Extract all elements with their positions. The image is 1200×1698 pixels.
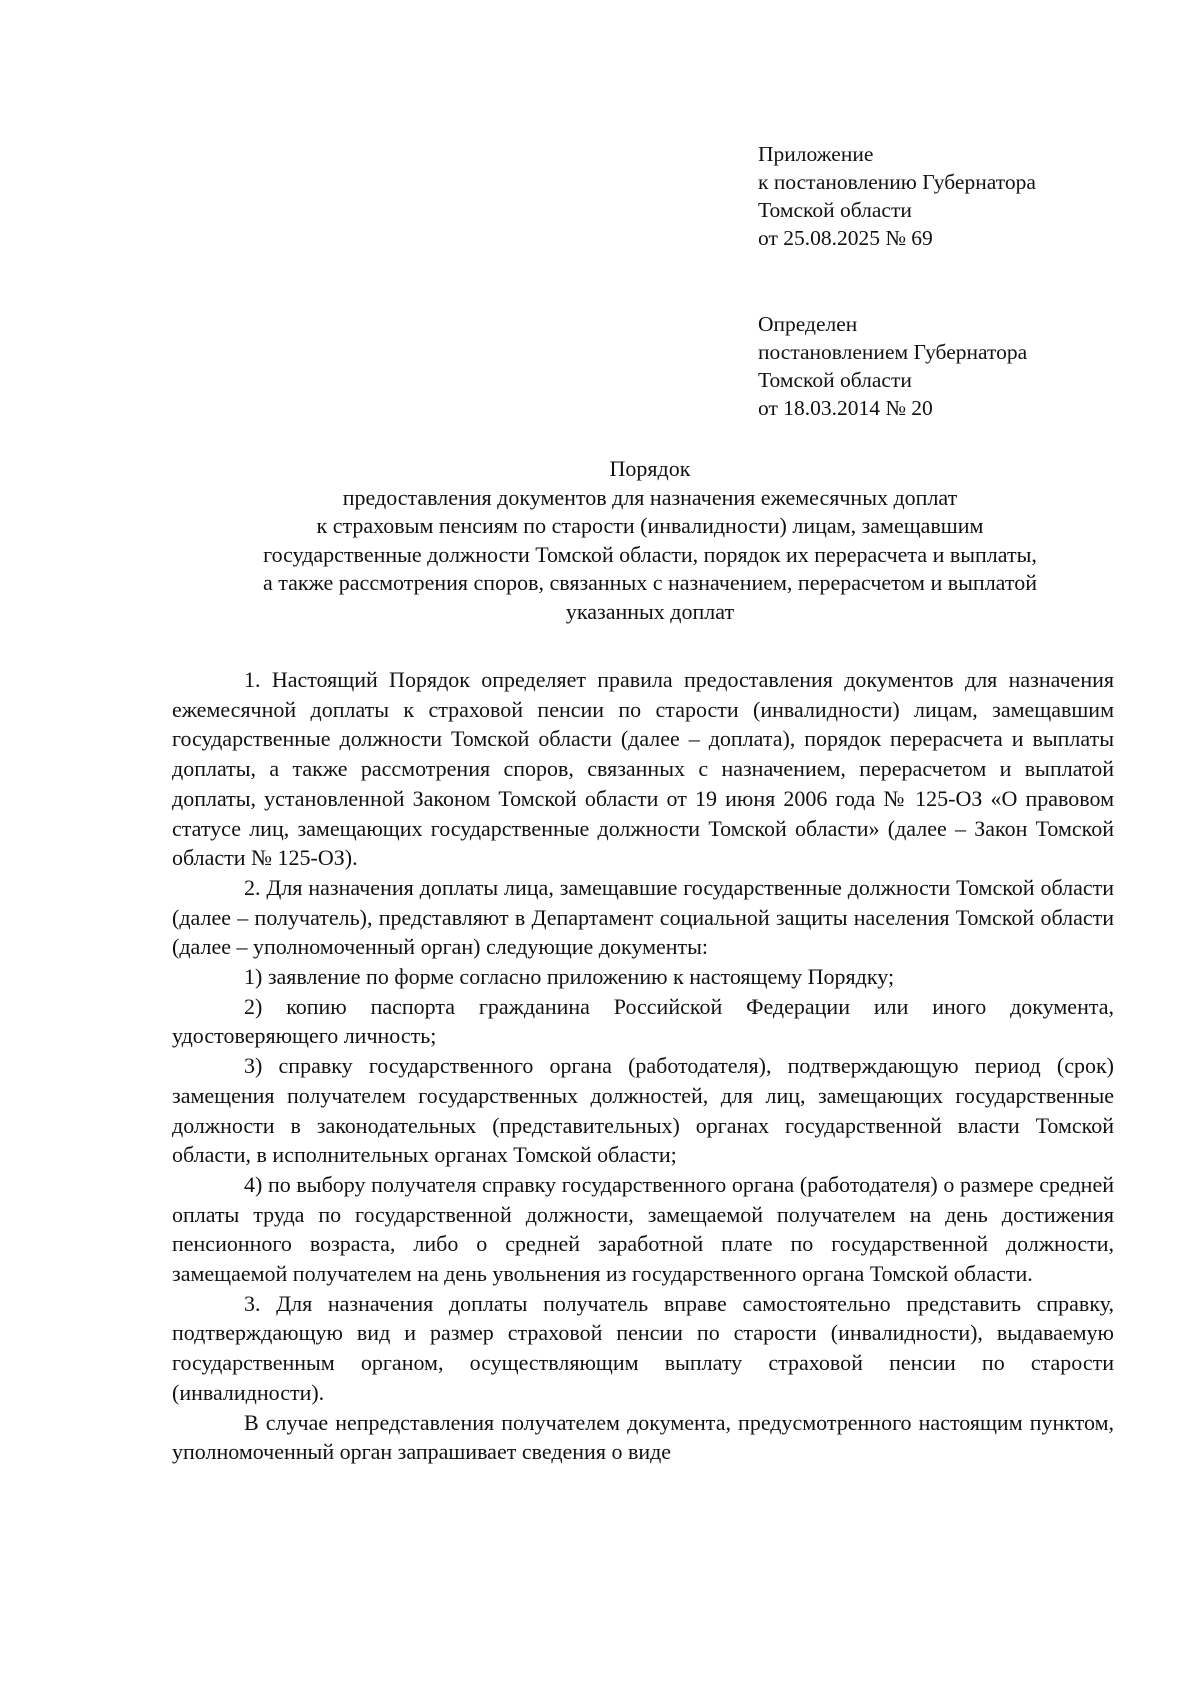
paragraph-1: 1. Настоящий Порядок определяет правила предоставления документов для назначения ежемесячной доплаты к страховой пенсии по старости (инвалидности) лицам, замещавшим государственные должности Томской области (далее – доплата), порядок перерасчета и выплаты доплаты, а также рассмотрения споров, связанных с назначением, перерасчетом и выплатой доплаты, установленной Законом Томской области от 19 июня 2006 года № 125-ОЗ «О правовом статусе лиц, замещающих государственные должности Томской области» (далее – Закон Томской области № 125-ОЗ). [172, 667, 1114, 871]
appendix-line: от 25.08.2025 № 69 [758, 226, 933, 250]
list-item-3: 3) справку государственного органа (работодателя), подтверждающую период (срок) замещения получателем государственных должностей, для лиц, замещающих государственные должности в законодательных (представительных) органах государственной власти Томской области, в исполнительных органах Томской области; [172, 1053, 1114, 1168]
appendix-line: к постановлению Губернатора [758, 170, 1036, 194]
defined-line: постановлением Губернатора [758, 340, 1028, 364]
document-title [160, 455, 1140, 626]
title-line: а также рассмотрения споров, связанных с назначением, перерасчетом и выплатой [263, 570, 1037, 595]
appendix-header [758, 140, 1036, 252]
paragraph-4: В случае непредставления получателем документа, предусмотренного настоящим пунктом, уполномоченный орган запрашивает сведения о виде [172, 1409, 1114, 1465]
appendix-line: Томской области [758, 198, 912, 222]
title-line: указанных доплат [565, 598, 735, 624]
defined-line: Определен [758, 312, 858, 336]
defined-header [758, 310, 1027, 422]
paragraph-3: 3. Для назначения доплаты получатель вправе самостоятельно представить справку, подтверждающую вид и размер страховой пенсии по старости (инвалидности), выдаваемую государственным органом, осуществляющим выплату страховой пенсии по старости (инвалидности). [172, 1290, 1114, 1405]
list-item-4: 4) по выбору получателя справку государственного органа (работодателя) о размере средней оплаты труда по государственной должности, замещаемой получателем на день достижения пенсионного возраста, либо о средней заработной плате по государственной должности, замещаемой получателем на день увольнения из государственного органа Томской области. [172, 1171, 1114, 1287]
title-line: к страховым пенсиям по старости (инвалидности) лицам, замещавшим [316, 513, 984, 538]
defined-line: Томской области [758, 368, 912, 392]
document-body [172, 665, 1114, 1467]
paragraph-2: 2. Для назначения доплаты лица, замещавшие государственные должности Томской области (далее – получатель), представляют в Департамент социальной защиты населения Томской области (далее – уполномоченный орган) следующие документы: [172, 874, 1114, 960]
title-line: предоставления документов для назначения ежемесячных доплат [342, 484, 958, 510]
list-item-1: 1) заявление по форме согласно приложению к настоящему Порядку; [244, 964, 895, 990]
title-line: государственные должности Томской области, порядок их перерасчета и выплаты, [263, 541, 1037, 567]
list-item-2: 2) копию паспорта гражданина Российской Федерации или иного документа, удостоверяющего личность; [172, 993, 1114, 1049]
title-heading: Порядок [609, 456, 691, 481]
appendix-line: Приложение [758, 142, 874, 166]
defined-line: от 18.03.2014 № 20 [758, 396, 933, 420]
